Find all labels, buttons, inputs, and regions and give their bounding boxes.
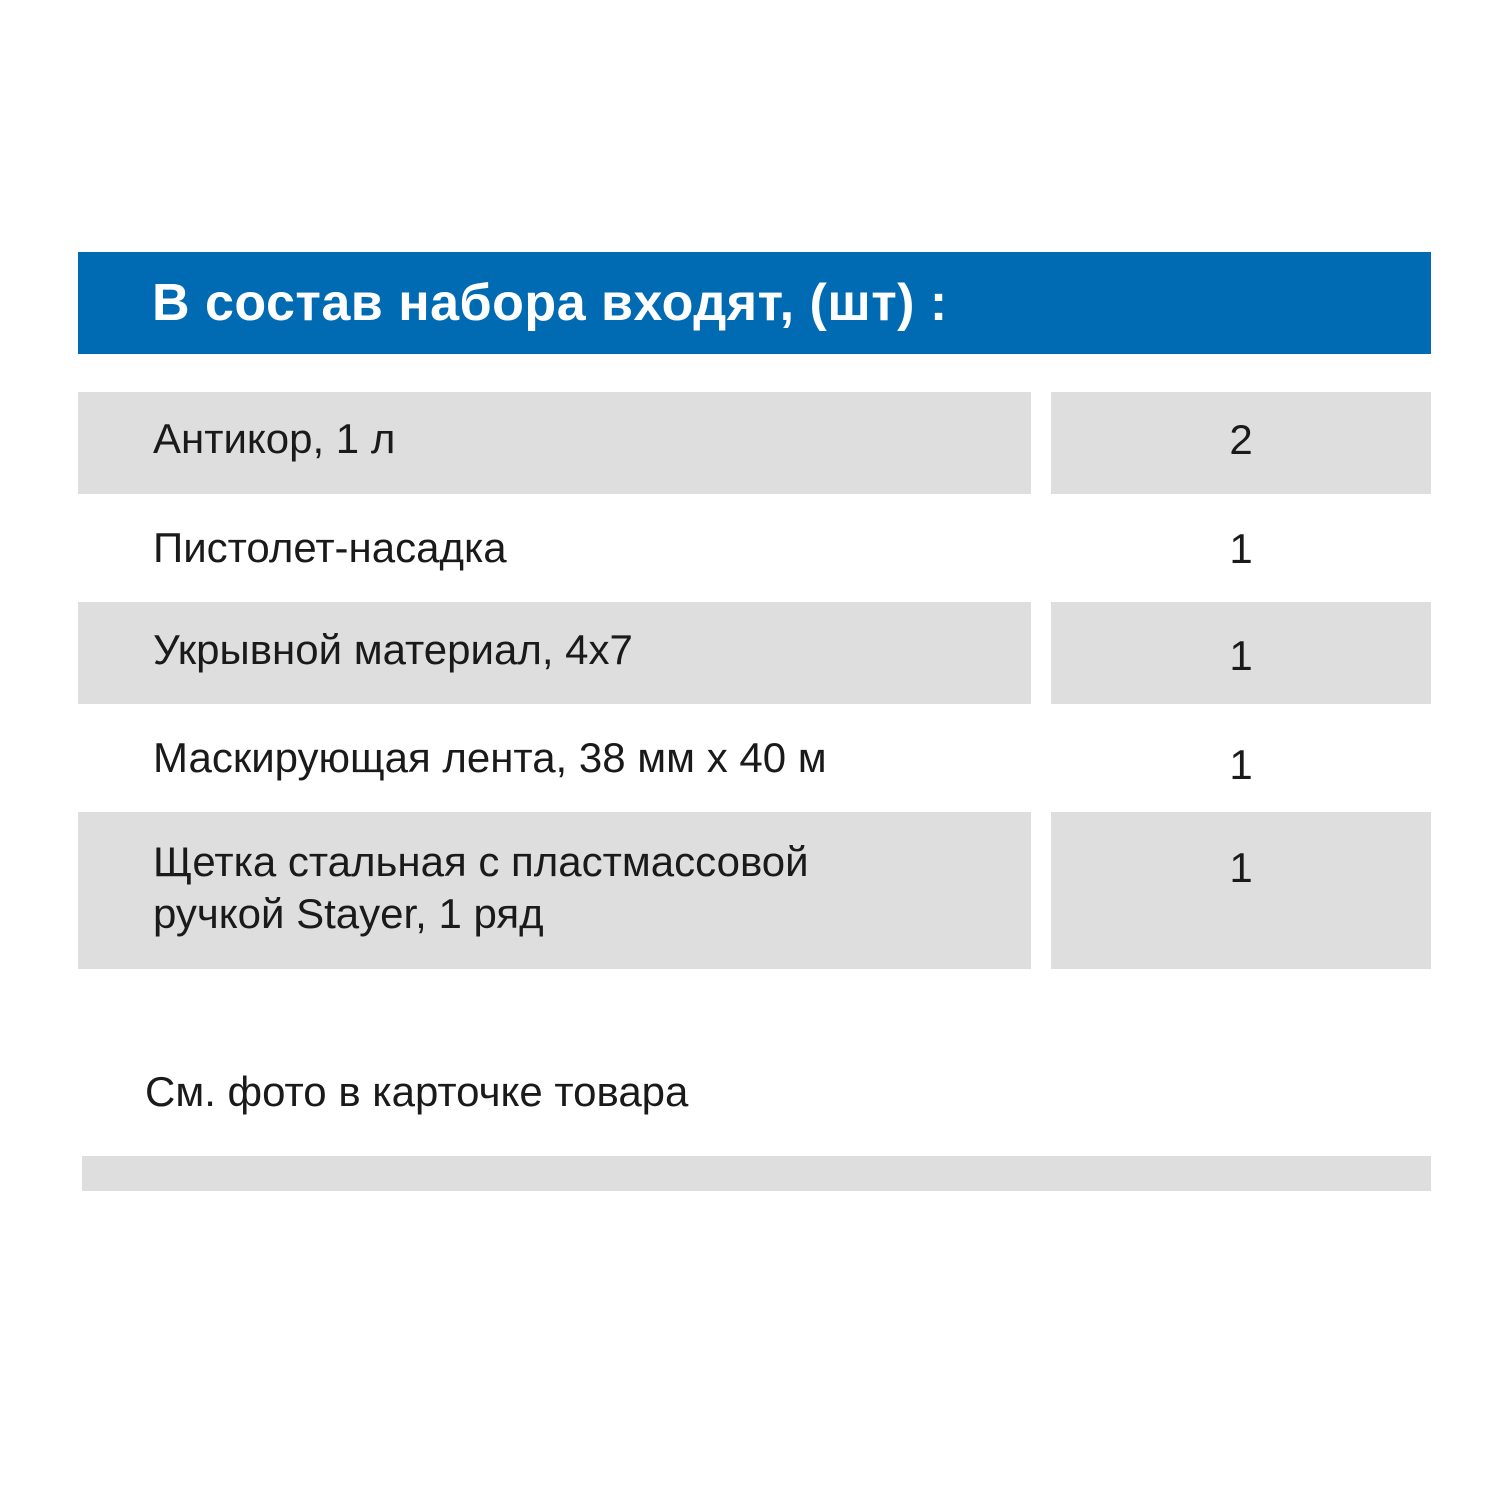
table-row xyxy=(78,812,1431,969)
item-name: Щетка стальная с пластмассовой ручкой Stayer, 1 ряд xyxy=(78,812,1031,969)
table-row xyxy=(78,602,1431,704)
item-qty: 1 xyxy=(1229,525,1253,572)
footer-divider-bar xyxy=(82,1156,1431,1191)
header-bar xyxy=(78,252,1431,354)
table-row xyxy=(78,707,1431,809)
table-row xyxy=(78,497,1431,599)
item-name: Маскирующая лента, 38 мм х 40 м xyxy=(153,734,827,781)
item-qty: 1 xyxy=(1229,741,1253,788)
table-row xyxy=(78,392,1431,494)
item-name: Пистолет-насадка xyxy=(153,524,507,571)
product-card-note: См. фото в карточке товара xyxy=(145,1068,689,1115)
item-qty: 1 xyxy=(1051,812,1431,969)
item-qty: 1 xyxy=(1051,602,1431,704)
item-name: Укрывной материал, 4х7 xyxy=(78,602,1031,704)
item-name: Антикор, 1 л xyxy=(78,392,1031,494)
kit-contents-table xyxy=(78,392,1431,969)
item-qty: 2 xyxy=(1051,392,1431,494)
header-title: В состав набора входят, (шт) : xyxy=(152,274,948,332)
